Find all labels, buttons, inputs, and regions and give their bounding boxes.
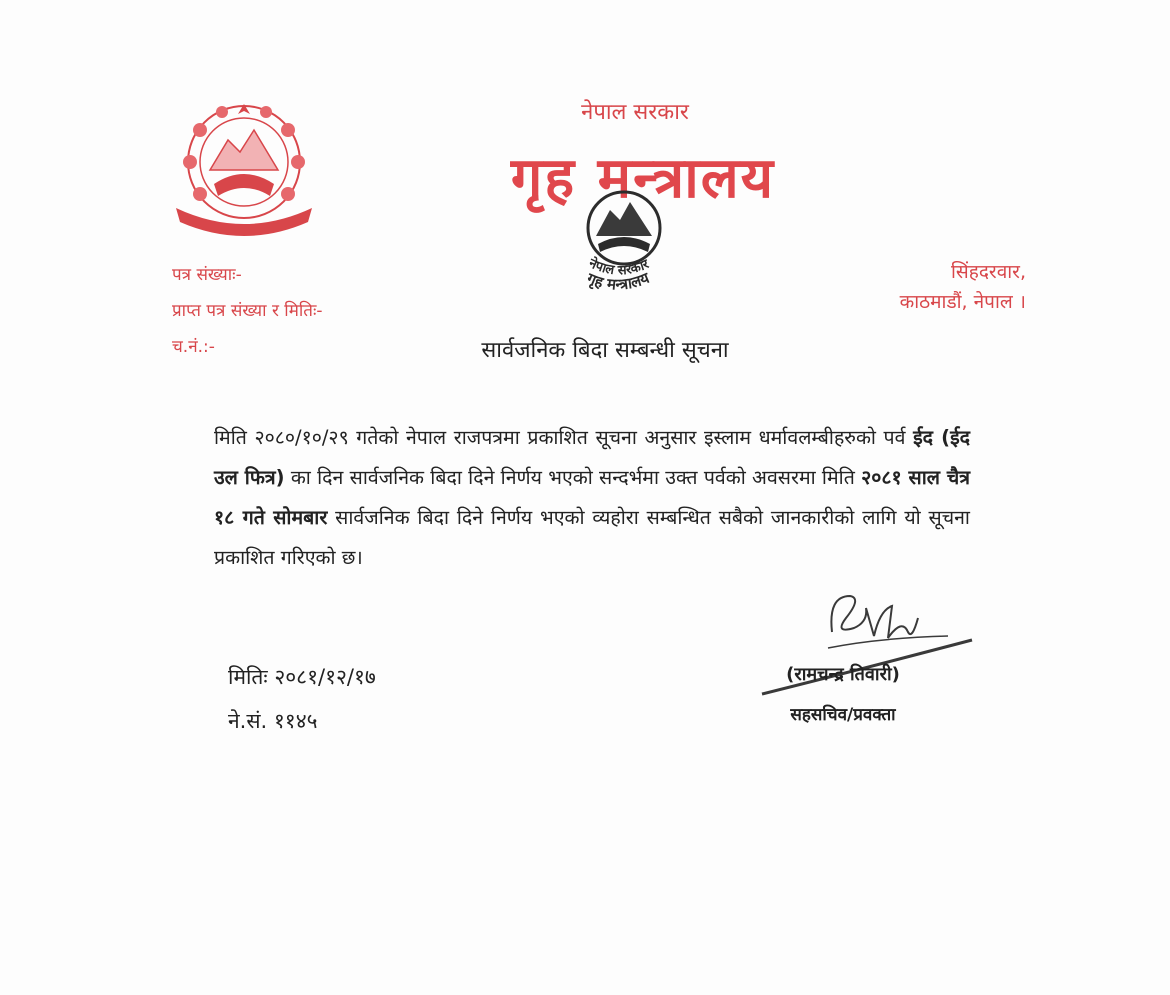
issue-date: मितिः २०८१/१२/१७ [228, 665, 376, 689]
received-letter-label: प्राप्त पत्र संख्या र मितिः- [172, 301, 323, 321]
notice-body [214, 418, 970, 578]
stamp-line-2: गृह मन्त्रालय [584, 268, 652, 294]
issue-date-block [228, 660, 376, 748]
ministry-stamp-icon [568, 182, 688, 298]
address-line-2: काठमाडौं, नेपाल । [899, 291, 1026, 313]
letter-number-label: पत्र संख्याः- [172, 265, 242, 285]
address-line-1: सिंहदरवार, [950, 261, 1026, 283]
office-address [900, 258, 1026, 318]
signatory-designation: सहसचिव/प्रवक्ता [790, 705, 896, 725]
festival-name: ईद (ईद उल फित्र) [214, 426, 970, 489]
notice-title: सार्वजनिक बिदा सम्बन्धी सूचना [481, 338, 729, 363]
signatory-name: (रामचन्द्र तिवारी) [786, 664, 900, 685]
signatory-block [768, 660, 918, 730]
body-part-2: का दिन सार्वजनिक बिदा दिने निर्णय भएको सन्दर्भमा उक्त पर्वको अवसरमा मिति [284, 466, 862, 489]
stamp-line-1: नेपाल सरकार [586, 256, 652, 279]
body-part-1: मिति २०८०/१०/२९ गतेको नेपाल राजपत्रमा प्रकाशित सूचना अनुसार इस्लाम धर्मावलम्बीहरुको पर्व [214, 426, 914, 449]
body-part-3: सार्वजनिक बिदा दिने निर्णय भएको व्यहोरा सम्बन्धित सबैको जानकारीको लागि यो सूचना प्रकाशित गरिएको छ। [214, 506, 970, 569]
dispatch-number-label: च.नं.:- [172, 337, 215, 357]
government-title: नेपाल सरकार [581, 100, 689, 125]
nepal-samvat-date: ने.सं. ११४५ [228, 709, 318, 733]
holiday-date: २०८१ साल चैत्र १८ गते सोमबार [214, 466, 970, 529]
ministry-title: गृह मन्त्रालय [510, 146, 776, 211]
